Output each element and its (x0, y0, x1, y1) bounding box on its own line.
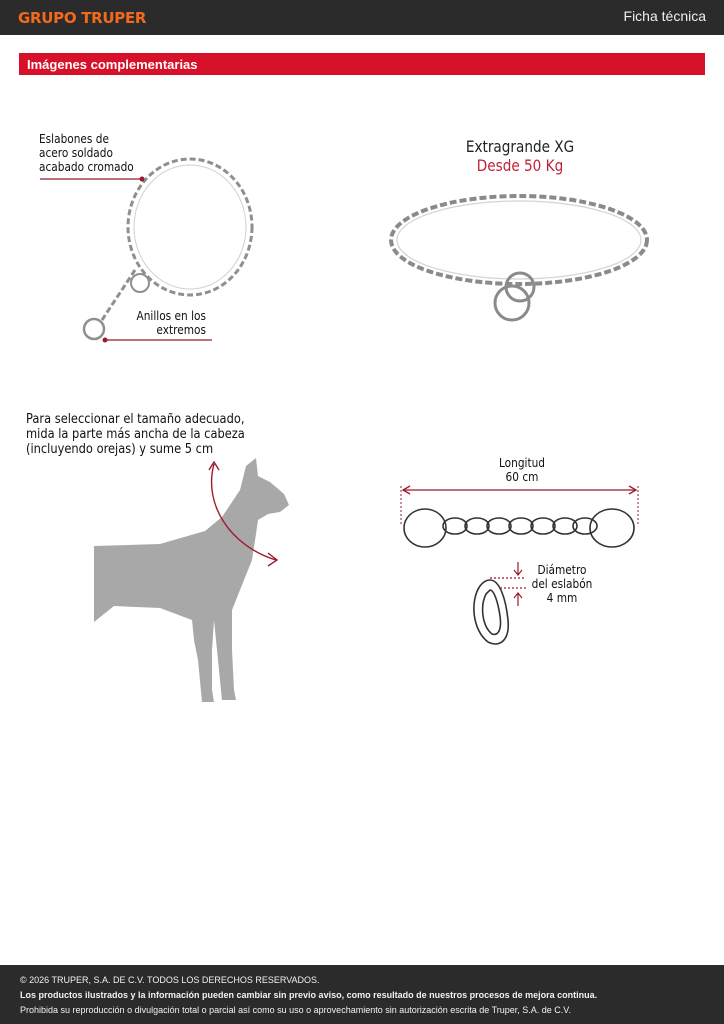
length-value: 60 cm (505, 470, 539, 484)
dog-silhouette (94, 458, 289, 702)
size-label (435, 137, 605, 175)
document-type: Ficha técnica (623, 8, 706, 24)
footer-notice: Los productos ilustrados y la información pueden cambiar sin previo aviso, como resultado de nuestros procesos de mejora continua. (20, 990, 598, 1000)
length-label: Longitud 60 cm (478, 456, 566, 484)
straight-chain-illustration (404, 509, 634, 547)
brand-logo: GRUPO TRUPER (18, 9, 147, 27)
diameter-label: Diámetro del eslabón 4 mm (525, 563, 599, 605)
footer-copyright: © 2026 TRUPER, S.A. DE C.V. TODOS LOS DERECHOS RESERVADOS. (20, 975, 320, 985)
links-callout: Eslabones de acero soldado acabado cromado (39, 132, 134, 174)
collar-xg-illustration (391, 196, 647, 320)
measure-instructions: Para seleccionar el tamaño adecuado, mida la parte más ancha de la cabeza (incluyendo orejas) y sume 5 cm (26, 412, 245, 457)
section-title: Imágenes complementarias (27, 57, 198, 72)
footer-prohibition: Prohibida su reproducción o divulgación total o parcial así como su uso o aprovechamiento sin autorización escrita de Truper, S.A. de C.V. (20, 1005, 571, 1015)
footer (0, 965, 724, 1024)
single-link-illustration (474, 580, 508, 644)
size-range: Desde 50 Kg (476, 156, 564, 175)
diameter-value: 4 mm (546, 591, 578, 605)
rings-callout: Anillos en los extremos (136, 309, 206, 337)
size-name: Extragrande XG (465, 137, 575, 156)
diameter-markers (490, 562, 526, 606)
